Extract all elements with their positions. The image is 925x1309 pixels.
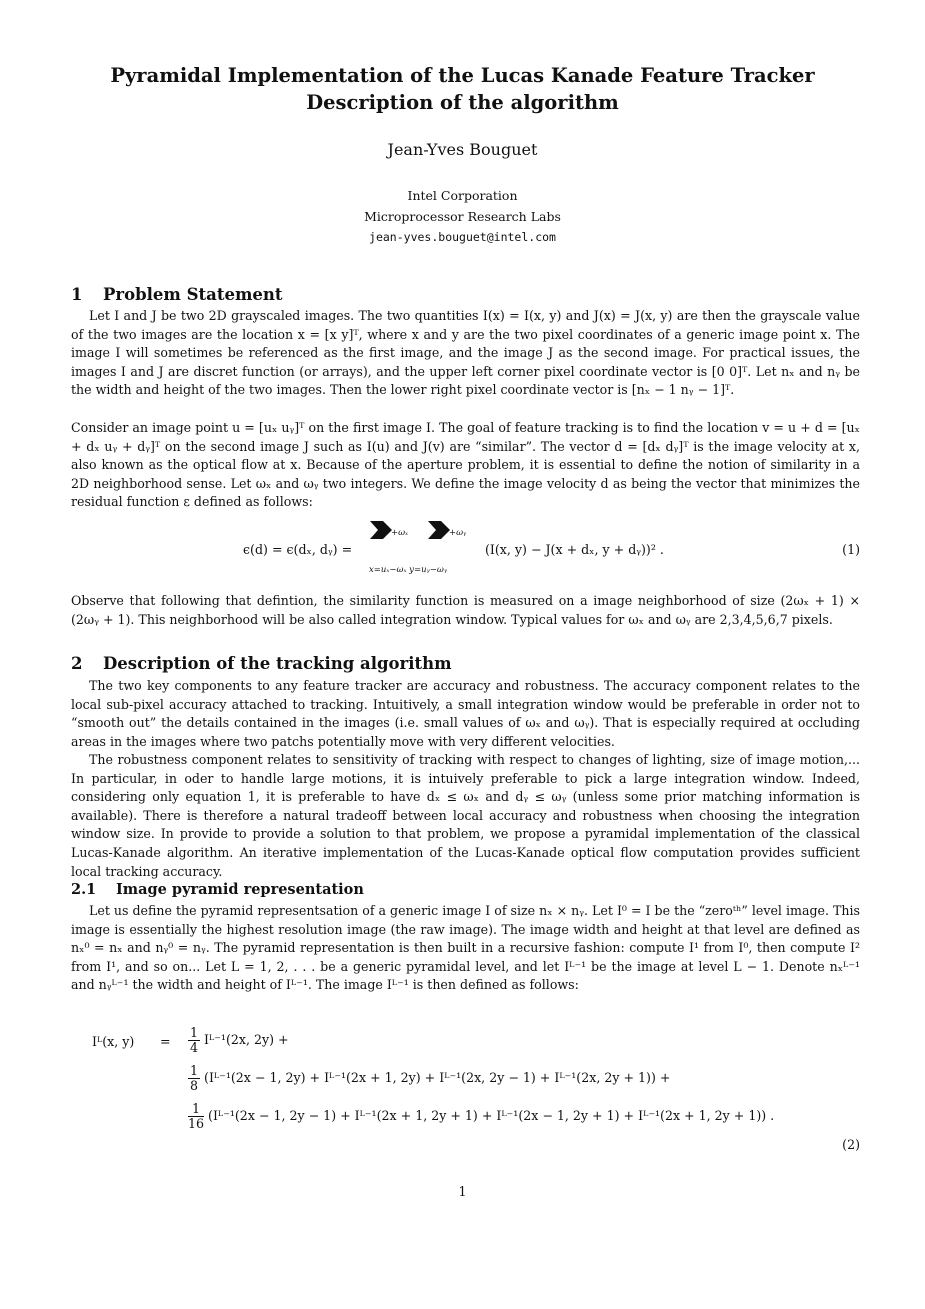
subsection-heading-2-1 xyxy=(71,881,364,898)
section-1-paragraph-1: Let I and J be two 2D grayscaled images. The two quantities I(x) = I(x, y) and J(x) = J(x, y) are then the grayscale value of the two images are the location x = [x y]ᵀ, where x and y are the two pixel coordinates of a generic image point x. The image I will sometimes be referenced as the first image, and the image J as the second image. For practical issues, the images I and J are discret function (or arrays), and the upper left corner pixel coordinate vector is [0 0]ᵀ. Let nₓ and nᵧ be the width and height of the two images. Then the lower right pixel coordinate vector is [nₓ − 1 nᵧ − 1]ᵀ. xyxy=(71,308,860,398)
section-heading-2 xyxy=(71,654,452,673)
fraction: $\frac{1}{8}$ xyxy=(190,1063,199,1093)
section-2-paragraph-2: The robustness component relates to sensitivity of tracking with respect to changes of lighting, size of image motion,... In particular, in oder to handle large motions, it is intuively preferable to pick a large integration window. Indeed, considering only equation 1, it is preferable to have dₓ ≤ ωₓ and dᵧ ≤ ωᵧ (unless some prior matching information is available). There is therefore a natural tradeoff between local accuracy and robustness when choosing the integration window size. In provide to provide a solution to that problem, we propose a pyramidal implementation of the classical Lucas-Kanade algorithm. An iterative implementation of the Lucas-Kanade optical flow computation provides sufficient local tracking accuracy. xyxy=(71,752,860,879)
equation-1-rhs: (I(x, y) − J(x + dₓ, y + dᵧ))² . xyxy=(485,542,664,557)
sum-lower-limits: x=uₓ−ωₓ y=uᵧ−ωᵧ xyxy=(369,565,448,575)
fraction: $\frac{1}{16}$ xyxy=(188,1101,205,1131)
section-title: Problem Statement xyxy=(103,285,283,304)
section-1-paragraph-3: Observe that following that defintion, the similarity function is measured on a image neighborhood of size (2ωₓ + 1) × (2ωᵧ + 1). This neighborhood will be also called integration window. Typical values for ωₓ and ωᵧ are 2,3,4,5,6,7 pixels. xyxy=(71,593,860,627)
subsection-number: 2.1 xyxy=(71,881,97,898)
section-number: 2 xyxy=(71,654,83,673)
equation-1-lhs: ϵ(d) = ϵ(dₓ, dᵧ) = xyxy=(243,542,353,557)
equation-2-lhs: Iᴸ(x, y) xyxy=(92,1034,135,1049)
equation-2-line-3: $\frac{1}{16}$ (Iᴸ⁻¹(2x − 1, 2y − 1) + Iᴸ⁻¹(2x + 1, 2y + 1) + Iᴸ⁻¹(2x − 1, 2y + 1) + Iᴸ⁻¹(2x + 1, 2y + 1)) . xyxy=(188,1101,775,1131)
sum-1-upper-limit: +ωₓ xyxy=(391,528,409,538)
sum-2-upper-limit: +ωᵧ xyxy=(449,528,467,538)
equation-2-line-2: $\frac{1}{8}$ (Iᴸ⁻¹(2x − 1, 2y) + Iᴸ⁻¹(2x + 1, 2y) + Iᴸ⁻¹(2x, 2y − 1) + Iᴸ⁻¹(2x, 2y + 1)) + xyxy=(190,1063,671,1093)
equation-2-line-1: $\frac{1}{4}$ Iᴸ⁻¹(2x, 2y) + xyxy=(190,1025,289,1055)
section-heading-1 xyxy=(71,285,283,304)
summation-icon xyxy=(370,521,392,539)
page-number: 1 xyxy=(458,1184,467,1199)
author-email[interactable]: jean-yves.bouguet@intel.com xyxy=(369,230,556,244)
fraction: $\frac{1}{4}$ xyxy=(190,1025,199,1055)
subsection-2-1-paragraph-1: Let us define the pyramid representsation of a generic image I of size nₓ × nᵧ. Let I⁰ = I be the “zeroᵗʰ” level image. This image is essentially the highest resolution image (the raw image). The image width and height at that level are defined as nₓ⁰ = nₓ and nᵧ⁰ = nᵧ. The pyramid representation is then built in a recursive fashion: compute I¹ from I⁰, then compute I² from I¹, and so on... Let L = 1, 2, . . . be a generic pyramidal level, and let Iᴸ⁻¹ be the image at level L − 1. Denote nₓᴸ⁻¹ and nᵧᴸ⁻¹ the width and height of Iᴸ⁻¹. The image Iᴸ⁻¹ is then defined as follows: xyxy=(71,903,860,993)
subsection-title: Image pyramid representation xyxy=(116,881,364,898)
section-1-paragraph-2: Consider an image point u = [uₓ uᵧ]ᵀ on the first image I. The goal of feature tracking is to find the location v = u + d = [uₓ + dₓ uᵧ + dᵧ]ᵀ on the second image J such as I(u) and J(v) are “similar”. The vector d = [dₓ dᵧ]ᵀ is the image velocity at x, also known as the optical flow at x. Because of the aperture problem, it is essential to define the notion of similarity in a 2D neighborhood sense. Let ωₓ and ωᵧ two integers. We define the image velocity d as being the vector that minimizes the residual function ε defined as follows: xyxy=(71,420,860,510)
equation-number: (1) xyxy=(842,542,860,557)
affiliation-block xyxy=(60,185,865,248)
title-line-1: Pyramidal Implementation of the Lucas Kanade Feature Tracker xyxy=(110,64,815,87)
section-2-paragraph-1: The two key components to any feature tracker are accuracy and robustness. The accuracy component relates to the local sub-pixel accuracy attached to tracking. Intuitively, a small integration window would be preferable in order not to “smooth out” the details contained in the images (i.e. small values of ωₓ and ωᵧ). That is especially required at occluding areas in the images where two patchs potentially move with very different velocities. xyxy=(71,678,860,749)
paper-title xyxy=(60,62,865,116)
author-name: Jean-Yves Bouguet xyxy=(387,140,538,159)
summation-icon xyxy=(428,521,450,539)
section-title: Description of the tracking algorithm xyxy=(103,654,452,673)
affiliation-company: Intel Corporation xyxy=(407,188,518,203)
affiliation-lab: Microprocessor Research Labs xyxy=(364,209,561,224)
equation-2-equals: = xyxy=(160,1034,171,1049)
title-line-2: Description of the algorithm xyxy=(306,91,619,114)
section-number: 1 xyxy=(71,285,83,304)
equation-number: (2) xyxy=(842,1137,860,1152)
